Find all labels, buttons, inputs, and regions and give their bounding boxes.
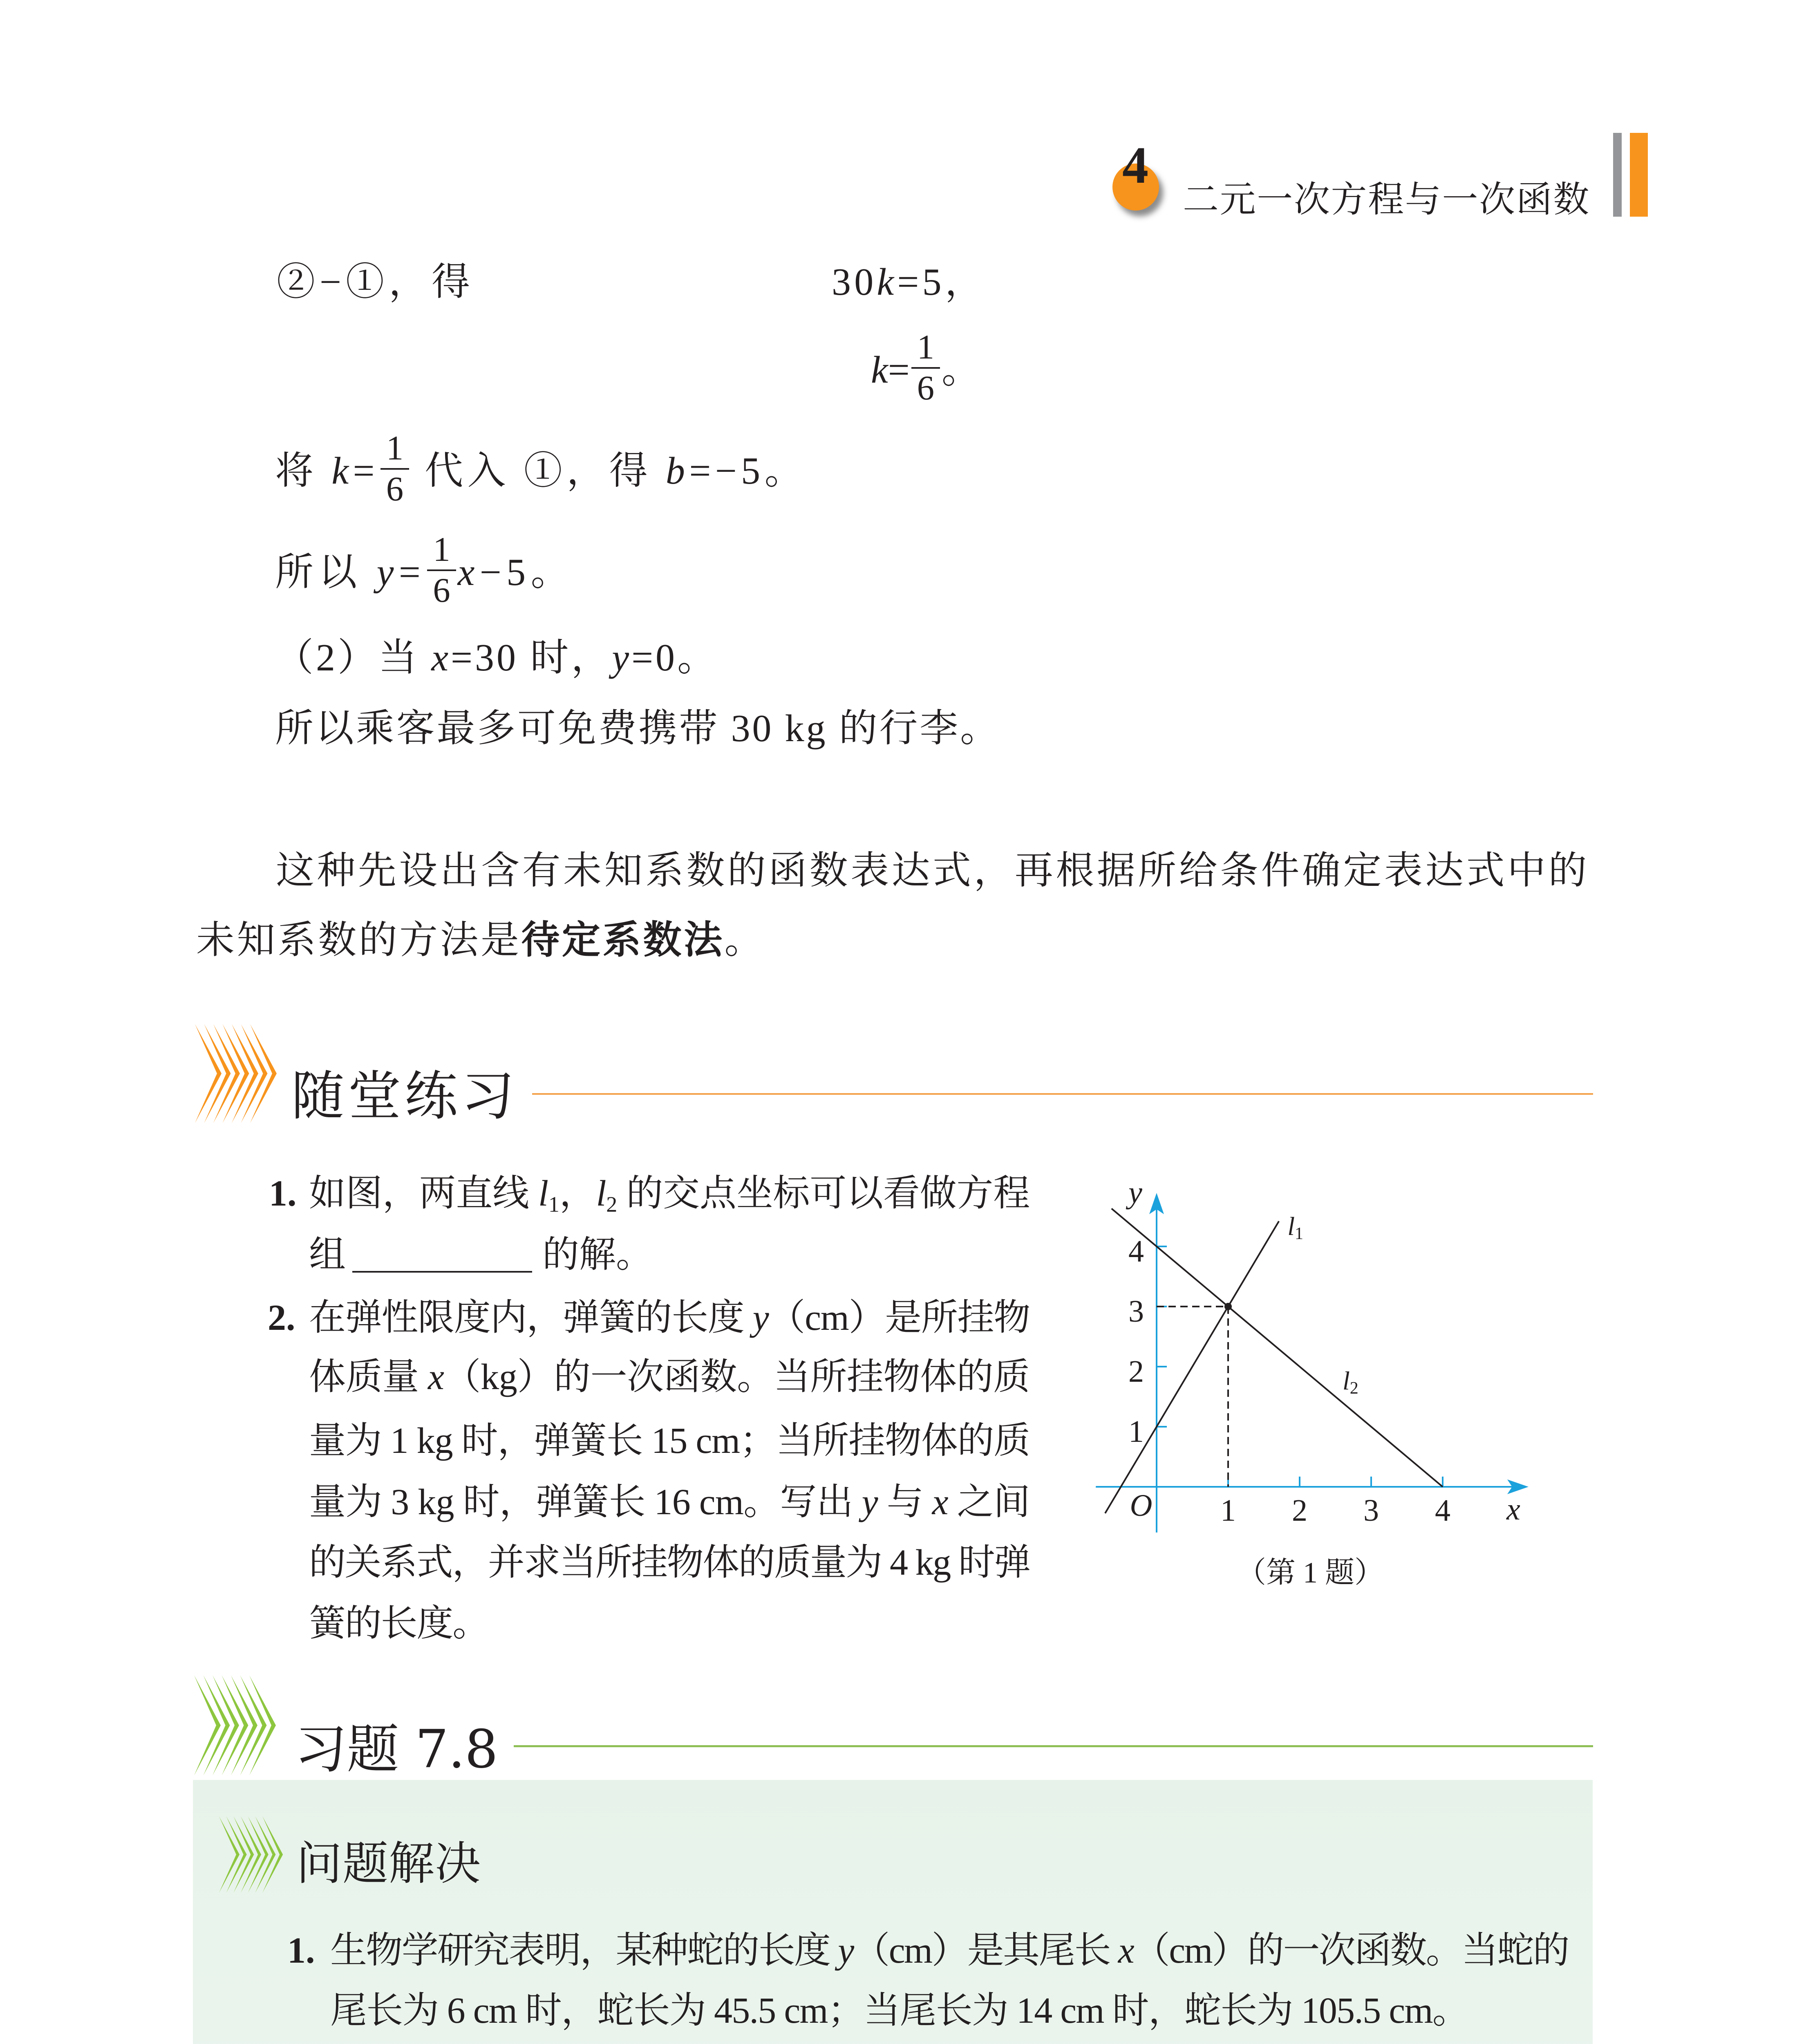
text-run: 量为 3 kg 时，弹簧长 16 cm。写出 xyxy=(309,1482,862,1522)
math-variable: y xyxy=(752,1298,769,1338)
y-axis-label: y xyxy=(1128,1177,1142,1210)
chapter-title: 二元一次方程与一次函数 xyxy=(1183,178,1590,220)
chevron-stroke xyxy=(194,1675,221,1775)
subsection-title-problem-solving: 问题解决 xyxy=(296,1837,481,1890)
y-tick-label: 2 xyxy=(1128,1354,1144,1389)
fraction-numerator: 1 xyxy=(433,530,450,569)
header-bar-orange xyxy=(1630,133,1648,217)
subscript: 2 xyxy=(606,1192,618,1217)
x-tick-label: 2 xyxy=(1292,1493,1307,1528)
text-run: 簧的长度。 xyxy=(309,1603,488,1644)
fraction-bar xyxy=(911,367,940,369)
solution-step-label xyxy=(277,263,474,301)
chevron-stroke xyxy=(219,1816,239,1893)
text-run: =5， xyxy=(897,261,987,303)
fraction-denominator: 6 xyxy=(433,572,450,610)
text-run: 在弹性限度内，弹簧的长度 xyxy=(309,1298,753,1338)
exercise-1-graph xyxy=(1083,1177,1553,1611)
exercise-line xyxy=(309,1544,1030,1581)
text-run: 将 xyxy=(275,450,332,492)
math-variable: x xyxy=(427,1357,444,1397)
math-variable: x xyxy=(1118,1930,1133,1971)
text-run: （2）当 xyxy=(275,637,432,679)
subsection-chevrons-icon xyxy=(219,1816,283,1893)
section-chevrons-icon xyxy=(194,1675,276,1775)
problem-number: 1. xyxy=(287,1930,315,1971)
fraction-numerator: 1 xyxy=(386,429,404,467)
math-variable: l xyxy=(538,1173,548,1214)
line-label-main: l xyxy=(1343,1366,1350,1395)
math-variable: y xyxy=(838,1930,853,1971)
math-variable: k xyxy=(877,261,897,303)
section-title-exercises: 习题 7.8 xyxy=(295,1719,498,1780)
line-label-subscript: 1 xyxy=(1295,1224,1304,1244)
math-variable: y xyxy=(376,551,399,594)
summary-line xyxy=(276,849,1589,892)
math-variable: x xyxy=(431,637,451,679)
solution-function-line xyxy=(275,530,574,610)
fraction xyxy=(911,330,940,406)
summary-line xyxy=(196,918,765,962)
exercise-line xyxy=(309,1605,488,1642)
text-run: = xyxy=(888,349,910,391)
text-run: 所以 xyxy=(275,551,377,594)
section-rule xyxy=(532,1093,1593,1095)
text-run: 的解。 xyxy=(542,1235,653,1275)
fraction xyxy=(380,431,409,507)
fraction xyxy=(427,530,456,610)
text-run: =30 时， xyxy=(451,637,612,679)
answer-blank xyxy=(352,1271,532,1273)
solution-conclusion-line xyxy=(275,709,1000,748)
line-label-main: l xyxy=(1287,1212,1295,1241)
text-run: 。 xyxy=(942,349,980,391)
exercise-number: 1. xyxy=(269,1173,297,1214)
y-tick-label: 3 xyxy=(1128,1294,1144,1329)
intersection-point xyxy=(1224,1303,1232,1310)
text-run: （kg）的一次函数。当所挂物体的质 xyxy=(444,1357,1030,1397)
chapter-number: 4 xyxy=(1122,136,1148,194)
section-chevrons-icon xyxy=(195,1024,277,1123)
header-bar-gray xyxy=(1613,133,1622,217)
text-run: ②−①，得 xyxy=(277,261,474,303)
exercise-line xyxy=(309,1423,1030,1459)
line-label-subscript: 2 xyxy=(1350,1378,1358,1398)
y-tick-label: 4 xyxy=(1128,1234,1144,1269)
figure-caption: （第 1 题） xyxy=(1236,1556,1384,1589)
text-run: 生物学研究表明，某种蛇的长度 xyxy=(330,1930,838,1971)
text-run: 这种先设出含有未知系数的函数表达式，再根据所给条件确定表达式中的 xyxy=(276,849,1589,892)
exercise-line xyxy=(309,1173,1030,1217)
text-run: 与 xyxy=(877,1482,932,1522)
text-run: = xyxy=(353,450,379,492)
text-run: 未知系数的方法是 xyxy=(196,919,521,961)
fraction-numerator: 1 xyxy=(917,328,935,366)
text-run: −5。 xyxy=(479,551,574,594)
solution-step-equation xyxy=(832,263,987,301)
text-run: 30 xyxy=(832,261,877,303)
math-variable: l xyxy=(596,1173,606,1214)
y-tick-label: 1 xyxy=(1128,1414,1144,1449)
text-run: 尾长为 6 cm 时，蛇长为 45.5 cm；当尾长为 14 cm 时，蛇长为 105.5 cm。 xyxy=(330,1990,1468,2031)
subscript: 1 xyxy=(548,1192,559,1217)
text-run: 如图，两直线 xyxy=(309,1173,539,1214)
line-l2 xyxy=(1112,1208,1443,1487)
chevron-stroke xyxy=(195,1024,222,1123)
fraction-denominator: 6 xyxy=(917,369,935,408)
problem-line xyxy=(330,1992,1468,2029)
exercise-line xyxy=(309,1237,653,1273)
text-run: 量为 1 kg 时，弹簧长 15 cm；当所挂物体的质 xyxy=(309,1421,1030,1461)
exercise-line xyxy=(309,1484,1030,1521)
line-label-l1 xyxy=(1287,1212,1303,1243)
text-run: = xyxy=(398,551,426,594)
fraction-denominator: 6 xyxy=(386,470,404,509)
text-run: （cm）是其尾长 xyxy=(853,1930,1118,1971)
text-run: =0。 xyxy=(631,637,718,679)
math-variable: b xyxy=(665,450,689,492)
fraction-bar xyxy=(427,569,456,571)
exercise-line xyxy=(309,1359,1030,1396)
solution-part2-line xyxy=(275,639,718,677)
fraction-bar xyxy=(380,468,409,470)
solution-k-value xyxy=(871,328,980,408)
math-variable: k xyxy=(331,450,353,492)
exercise-line xyxy=(309,1300,1030,1336)
problem-line xyxy=(330,1932,1569,1969)
text-run: 所以乘客最多可免费携带 30 kg 的行李。 xyxy=(275,707,1000,750)
text-run: 。 xyxy=(724,919,765,961)
text-run: ， xyxy=(559,1173,596,1214)
key-term: 待定系数法 xyxy=(521,918,725,962)
x-axis-label: x xyxy=(1506,1492,1520,1526)
math-variable: k xyxy=(871,349,888,391)
math-variable: y xyxy=(612,637,632,679)
x-tick-label: 1 xyxy=(1220,1493,1236,1528)
math-variable: y xyxy=(862,1482,878,1522)
exercise-number: 2. xyxy=(268,1298,295,1338)
x-tick-label: 4 xyxy=(1435,1493,1450,1528)
text-run: 的关系式，并求当所挂物体的质量为 4 kg 时弹 xyxy=(309,1542,1030,1583)
section-title-practice: 随堂练习 xyxy=(291,1065,518,1127)
text-run: 代入 ①，得 xyxy=(411,450,666,492)
text-run: 的交点坐标可以看做方程 xyxy=(617,1173,1030,1214)
text-run: 之间 xyxy=(948,1482,1030,1522)
origin-label: O xyxy=(1130,1488,1153,1523)
math-variable: x xyxy=(457,551,480,594)
text-run: （cm）是所挂物 xyxy=(768,1298,1030,1338)
text-run: （cm）的一次函数。当蛇的 xyxy=(1133,1930,1569,1971)
line-label-l2 xyxy=(1343,1366,1358,1398)
text-run: 组 xyxy=(309,1235,346,1275)
section-rule xyxy=(514,1745,1593,1747)
text-run: 体质量 xyxy=(309,1357,428,1397)
text-run: =−5。 xyxy=(689,450,807,492)
solution-substitute-line xyxy=(275,429,807,509)
math-variable: x xyxy=(932,1482,948,1522)
x-tick-label: 3 xyxy=(1363,1493,1379,1528)
